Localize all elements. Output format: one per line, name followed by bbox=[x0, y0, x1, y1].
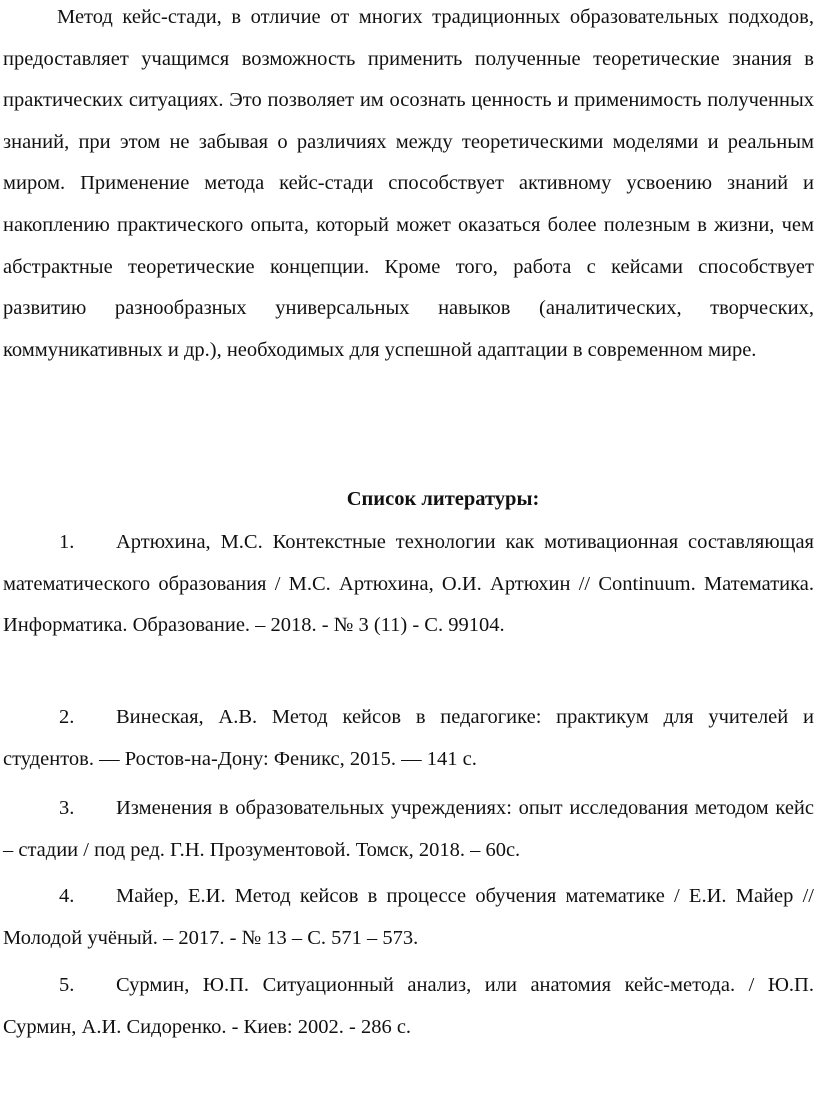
reference-item bbox=[3, 697, 814, 780]
reference-number: 2. bbox=[59, 706, 75, 728]
intro-paragraph: Метод кейс-стади, в отличие от многих традиционных образовательных подходов, предоставляет учащимся возможность применить полученные теоретические знания в практических ситуациях. Это позволяет им осознать ценность и применимость полученных знаний, при этом не забывая о различиях между теоретическими моделями и реальным миром. Применение метода кейс-стади способствует активному усвоению знаний и накоплению практического опыта, который может оказаться более полезным в жизни, чем абстрактные теоретические концепции. Кроме того, работа с кейсами способствует развитию разнообразных универсальных навыков (аналитических, творческих, коммуникативных и др.), необходимых для успешной адаптации в современном мире. bbox=[3, 6, 814, 361]
reference-item bbox=[3, 965, 814, 1048]
reference-text: Винеская, А.В. Метод кейсов в педагогике: практикум для учителей и студентов. — Ростов-на-Дону: Феникс, 2015. — 141 с. bbox=[3, 706, 814, 770]
references-heading: Список литературы: bbox=[346, 488, 540, 510]
reference-item bbox=[3, 876, 814, 959]
reference-number: 3. bbox=[59, 797, 75, 819]
reference-number: 5. bbox=[59, 974, 75, 996]
reference-number: 1. bbox=[59, 531, 75, 553]
reference-text: Сурмин, Ю.П. Ситуационный анализ, или анатомия кейс-метода. / Ю.П. Сурмин, А.И. Сидоренко. - Киев: 2002. - 286 с. bbox=[3, 974, 814, 1038]
reference-number: 4. bbox=[59, 885, 75, 907]
reference-text: Майер, Е.И. Метод кейсов в процессе обучения математике / Е.И. Майер // Молодой учёный. – 2017. - № 13 – С. 571 – 573. bbox=[3, 885, 814, 949]
reference-text: Артюхина, М.С. Контекстные технологии как мотивационная составляющая математического образования / М.С. Артюхина, О.И. Артюхин // Continuum. Математика. Информатика. Образование. – 2018. - № 3 (11) - С. 99104. bbox=[3, 531, 814, 637]
reference-text: Изменения в образовательных учреждениях: опыт исследования методом кейс – стадии / под ред. Г.Н. Прозументовой. Томск, 2018. – 60с. bbox=[3, 797, 814, 861]
reference-item bbox=[3, 522, 814, 647]
reference-item bbox=[3, 788, 814, 871]
